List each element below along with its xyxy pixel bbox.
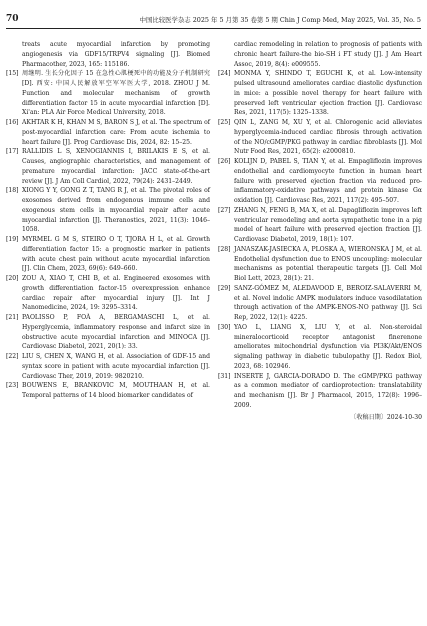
reference-number: [27] <box>218 206 231 214</box>
reference-column-right <box>218 40 422 422</box>
reference-entry <box>6 186 210 235</box>
reference-entry <box>218 323 422 372</box>
running-title: 中国比较医学杂志 2025 年 5 月第 35 卷第 5 期 Chin J Comp Med, May 2025, Vol. 35, No. 5 <box>139 16 421 24</box>
reference-number: [23] <box>6 382 19 390</box>
reference-text: treats acute myocardial infarction by promoting angiogenesis via GDF15/TRPV4 signaling [J]. Biomed Pharmacother, 2023, 165: 115186. <box>22 41 210 68</box>
reference-entry <box>6 69 210 118</box>
reference-text: ZOU A, XIAO T, CHI B, et al. Engineered exosomes with growth differentiation factor-15 overexpression enhance cardiac repair after myocardial injury [J]. Int J Nanomedicine, 2024, 19: 3295–3314. <box>22 275 210 312</box>
reference-text: INSERTE J, GARCIA-DORADO D. The cGMP/PKG pathway as a common mediator of cardioprotection: translatability and mechanism [J]. Br J Pharmacol, 2015, 172(8): 1996–2009. <box>234 372 422 409</box>
reference-text: 周继明. 生长分化因子 15 在急性心肌梗死中的功能及分子机制研究 [D]. 西安: 中国人民解放军空军军医大学, 2018. ZHOU J M. Function and molecular mechanism of growth differentiation factor 15 in acute myocardial infarction [D]. Xi'an: PLA Air Force Medical University, 2018. <box>22 70 210 117</box>
header-rule <box>6 28 421 29</box>
reference-text: MYRMEL G M S, STEIRO O T, TJORA H L, et al. Growth differentiation factor 15: a prognostic marker in patients with acute chest pain without acute myocardial infarction [J]. Clin Chem, 2023, 69(6): 649–660. <box>22 236 210 273</box>
reference-text: SANZ-GÓMEZ M, ALEDAVOOD E, BEROIZ-SALAVERRI M, et al. Novel indolic AMPK modulators induce vasodilatation through activation of the AMPK-ENOS-NO pathway [J]. Sci Rep, 2022, 12(1): 4225. <box>234 284 422 321</box>
reference-text: ZHANG N, FENG B, MA X, et al. Dapagliflozin improves left ventricular remodeling and aorta sympathetic tone in a pig model of heart failure with preserved ejection fraction [J]. Cardiovasc Diabetol, 2019, 18(1): 107. <box>234 206 422 243</box>
reference-number: [18] <box>6 187 19 195</box>
reference-number: [30] <box>218 323 231 331</box>
reference-text: YAO L, LIANG X, LIU Y, et al. Non-steroidal mineralocorticoid receptor antagonist finerenone ameliorates mitochondrial dysfunction via PI3K/Akt/ENOS signaling pathway in diabetic tubulopathy [J]. Redox Biol, 2023, 68: 102946. <box>234 323 422 370</box>
reference-number: [26] <box>218 158 231 165</box>
reference-entry <box>6 274 210 313</box>
reference-entry <box>218 118 422 157</box>
reference-entry <box>218 157 422 206</box>
reference-number: [15] <box>6 70 19 78</box>
reference-entry <box>6 381 210 401</box>
reference-text: LIU S, CHEN X, WANG H, et al. Association of GDF-15 and syntax score in patient with acute myocardial infarction [J]. Cardiovasc Ther, 2019, 2019: 9820210. <box>22 353 210 380</box>
reference-text: JANASZAK-JASIECKA A, PLOSKA A, WIERONSKA J M, et al. Endothelial dysfunction due to ENOS uncoupling: molecular mechanisms as potential therapeutic targets [J]. Cell Mol Biol Lett, 2023, 28(1): 21. <box>234 245 422 282</box>
reference-text: XIONG Y Y, GONG Z T, TANG R J, et al. The pivotal roles of exosomes derived from endogenous immune cells and exogenous stem cells in myocardial repair after acute myocardial infarction [J]. Theranostics, 2021, 11(3): 1046–1058. <box>22 187 210 234</box>
reference-number: [21] <box>6 314 19 321</box>
reference-text: AKHTAR K H, KHAN M S, BARON S J, et al. The spectrum of post-myocardial infarction care: From acute ischemia to heart failure [J]. Prog Cardiovasc Dis, 2024, 82: 15–25. <box>22 119 210 146</box>
reference-entry <box>6 313 210 352</box>
reference-text: cardiac remodeling in relation to prognosis of patients with chronic heart failure-the bio-SH i FT study [J]. J Am Heart Assoc, 2019, 8(4): e009555. <box>234 41 422 68</box>
reference-entry <box>6 235 210 274</box>
reference-number: [31] <box>218 372 231 380</box>
reference-text: PAOLISSO P, FOÀ A, BERGAMASCHI L, et al. Hyperglycemia, inflammatory response and infarct size in obstructive acute myocardial infarction and MINOCA [J]. Cardiovasc Diabetol, 2021, 20(1): 33. <box>22 314 210 351</box>
reference-number: [28] <box>218 245 231 253</box>
reference-text: QIN L, ZANG M, XU Y, et al. Chlorogenic acid alleviates hyperglycemia-induced cardiac fibrosis through activation of the NO/cGMP/PKG pathway in cardiac fibroblasts [J]. Mol Nutr Food Res, 2021, 65(2): e2000810. <box>234 119 422 156</box>
reference-entry <box>218 284 422 323</box>
page-number: 70 <box>6 14 19 24</box>
reference-number: [24] <box>218 70 231 78</box>
reference-entry <box>6 352 210 381</box>
reference-number: [25] <box>218 119 231 126</box>
reference-entry <box>218 40 422 69</box>
reference-number: [20] <box>6 275 19 282</box>
reference-entry <box>6 147 210 186</box>
reference-column-left <box>6 40 210 401</box>
reference-entry <box>218 372 422 411</box>
reference-entry <box>218 245 422 284</box>
page-header <box>0 14 427 28</box>
reference-entry <box>218 69 422 118</box>
reference-number: [16] <box>6 119 19 126</box>
reference-number: [19] <box>6 236 19 243</box>
reference-text: MONMA Y, SHINDO T, EGUCHI K, et al. Low-intensity pulsed ultrasound ameliorates cardiac diastolic dysfunction in mice: a possible novel therapy for heart failure with preserved left ventricular ejection fraction [J]. Cardiovasc Res, 2021, 117(5): 1325–1338. <box>234 70 422 117</box>
reference-number: [17] <box>6 148 19 156</box>
reference-entry <box>6 118 210 147</box>
reference-text: RALLIDIS L S, XENOGIANNIS I, BRILAKIS E S, et al. Causes, angiographic characteristics, and management of premature myocardial infarction: JACC state-of-the-art review [J]. J Am Coll Cardiol, 2022, 79(24): 2431–2449. <box>22 148 210 185</box>
reference-entry <box>218 206 422 245</box>
received-date: 〔收稿日期〕2024-10-30 <box>350 413 422 421</box>
reference-text: BOUWENS E, BRANKOVIC M, MOUTHAAN H, et al. Temporal patterns of 14 blood biomarker candidates of <box>22 382 210 399</box>
reference-number: [29] <box>218 284 231 292</box>
reference-entry <box>6 40 210 69</box>
reference-number: [22] <box>6 353 19 360</box>
reference-text: KOLIJN D, PABEL S, TIAN Y, et al. Empagliflozin improves endothelial and cardiomyocyte function in human heart failure with preserved ejection fraction via reduced pro-inflammatory-oxidative pathways and protein kinase Gα oxidation [J]. Cardiovasc Res, 2021, 117(2): 495–507. <box>234 158 422 204</box>
